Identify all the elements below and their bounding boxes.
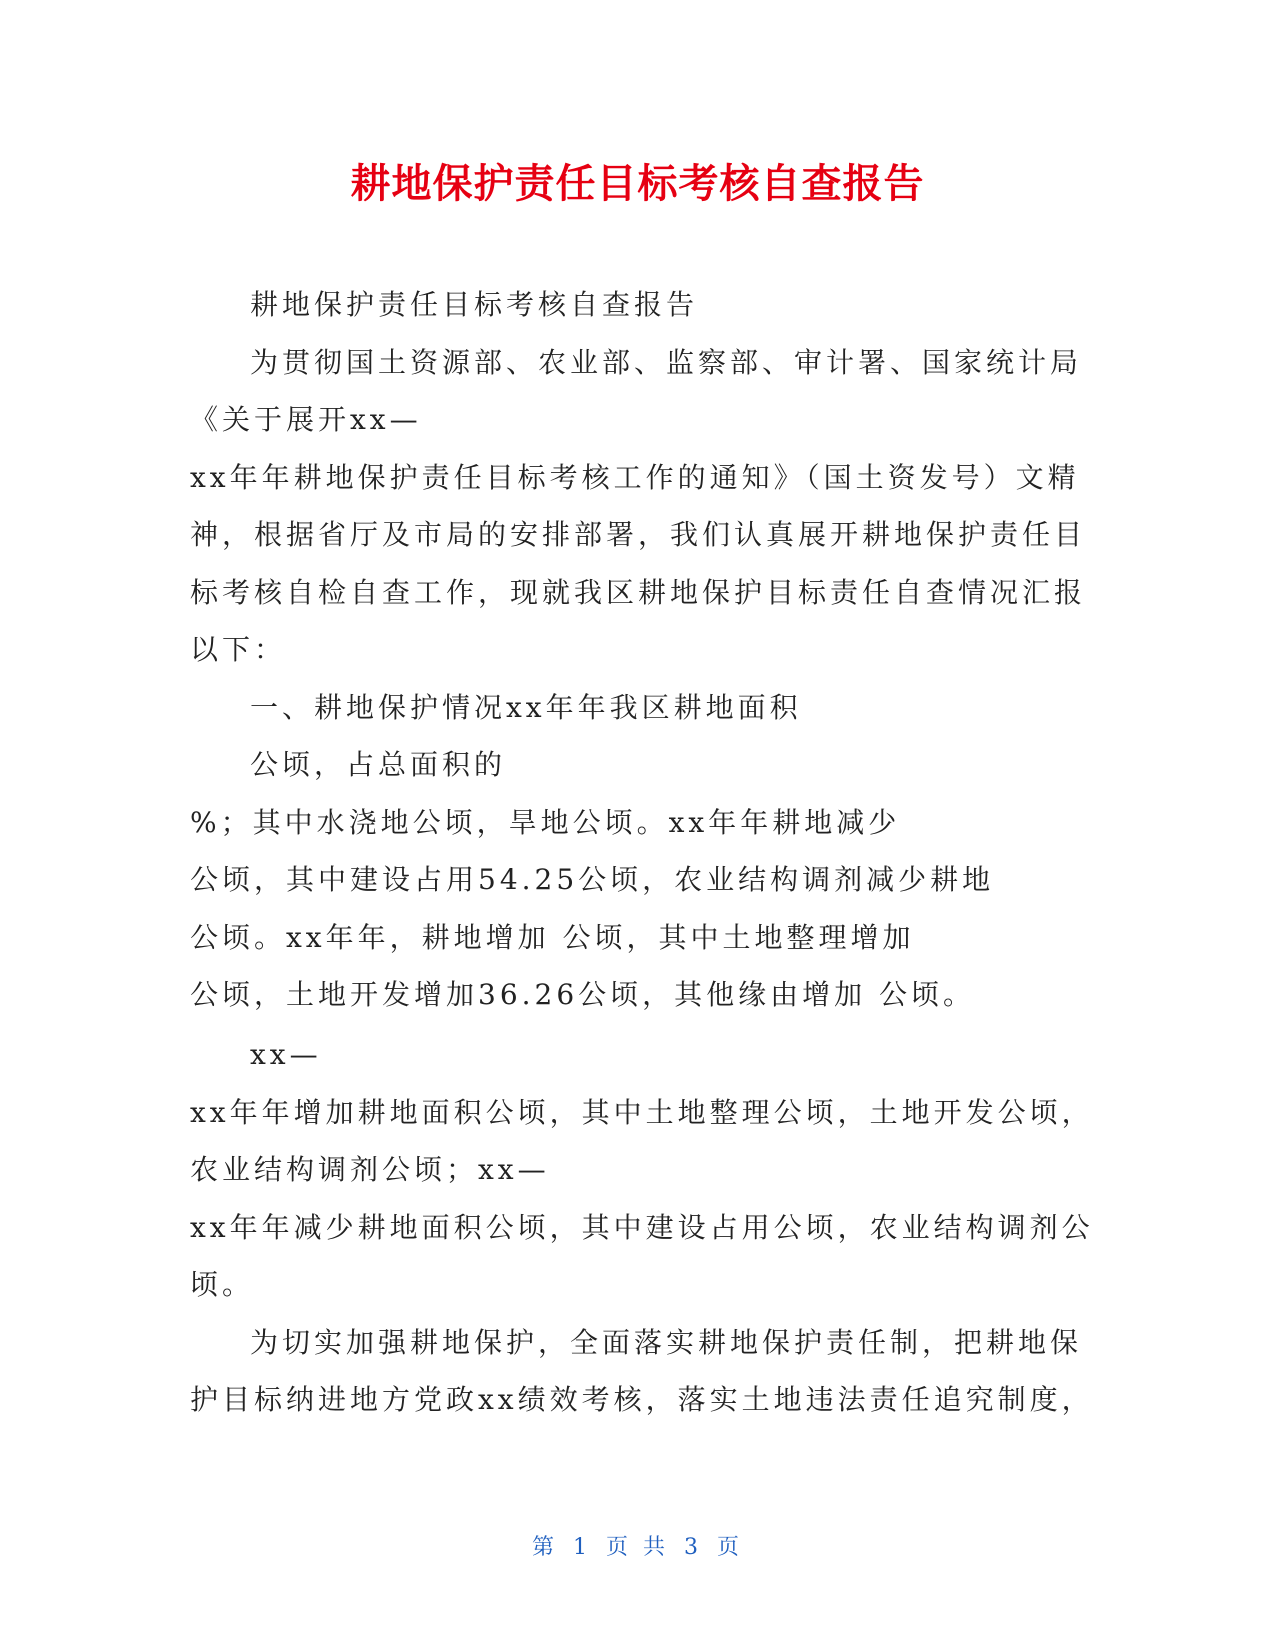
body-line: 公顷，其中建设占用54.25公顷，农业结构调剂减少耕地 [190,863,995,896]
body-line: 公顷，占总面积的 [250,748,507,781]
body-line: 耕地保护责任目标考核自查报告 [250,288,699,321]
body-line: 顷。 [190,1268,255,1301]
body-line: xx年年减少耕地面积公顷，其中建设占用公顷，农业结构调剂公 [190,1211,1094,1244]
footer-suffix: 页 [717,1535,744,1560]
body-line: 以下： [190,633,287,666]
body-line: xx— [250,1038,322,1071]
body-line: 农业结构调剂公顷；xx— [190,1153,550,1186]
body-line: 为贯彻国土资源部、农业部、监察部、审计署、国家统计局 [250,346,1083,379]
body-line: 为切实加强耕地保护，全面落实耕地保护责任制，把耕地保 [250,1326,1083,1359]
footer-middle: 页 共 [606,1535,669,1560]
body-line: 公顷。xx年年，耕地增加 公顷，其中土地整理增加 [190,921,915,954]
body-line: 神，根据省厅及市局的安排部署，我们认真展开耕地保护责任目 [190,518,1087,551]
body-line: 一、耕地保护情况xx年年我区耕地面积 [250,691,802,724]
page-title: 耕地保护责任目标考核自查报告 [350,161,925,207]
body-line: 标考核自检自查工作，现就我区耕地保护目标责任自查情况汇报 [190,576,1087,609]
footer-current-page: 1 [573,1535,591,1560]
body-line: 《关于展开xx— [190,403,422,436]
footer-prefix: 第 [531,1535,558,1560]
body-line: 公顷，土地开发增加36.26公顷，其他缘由增加 公顷。 [190,978,976,1011]
body-line: xx年年增加耕地面积公顷，其中土地整理公顷，土地开发公顷， [190,1096,1094,1129]
body-line: xx年年耕地保护责任目标考核工作的通知》（国土资发号）文精 [190,461,1080,494]
body-line: %；其中水浇地公顷，旱地公顷。xx年年耕地减少 [190,806,901,839]
body-line: 护目标纳进地方党政xx绩效考核，落实土地违法责任追究制度， [190,1383,1094,1416]
footer-total-pages: 3 [684,1535,702,1560]
page-footer [0,1530,1275,1561]
